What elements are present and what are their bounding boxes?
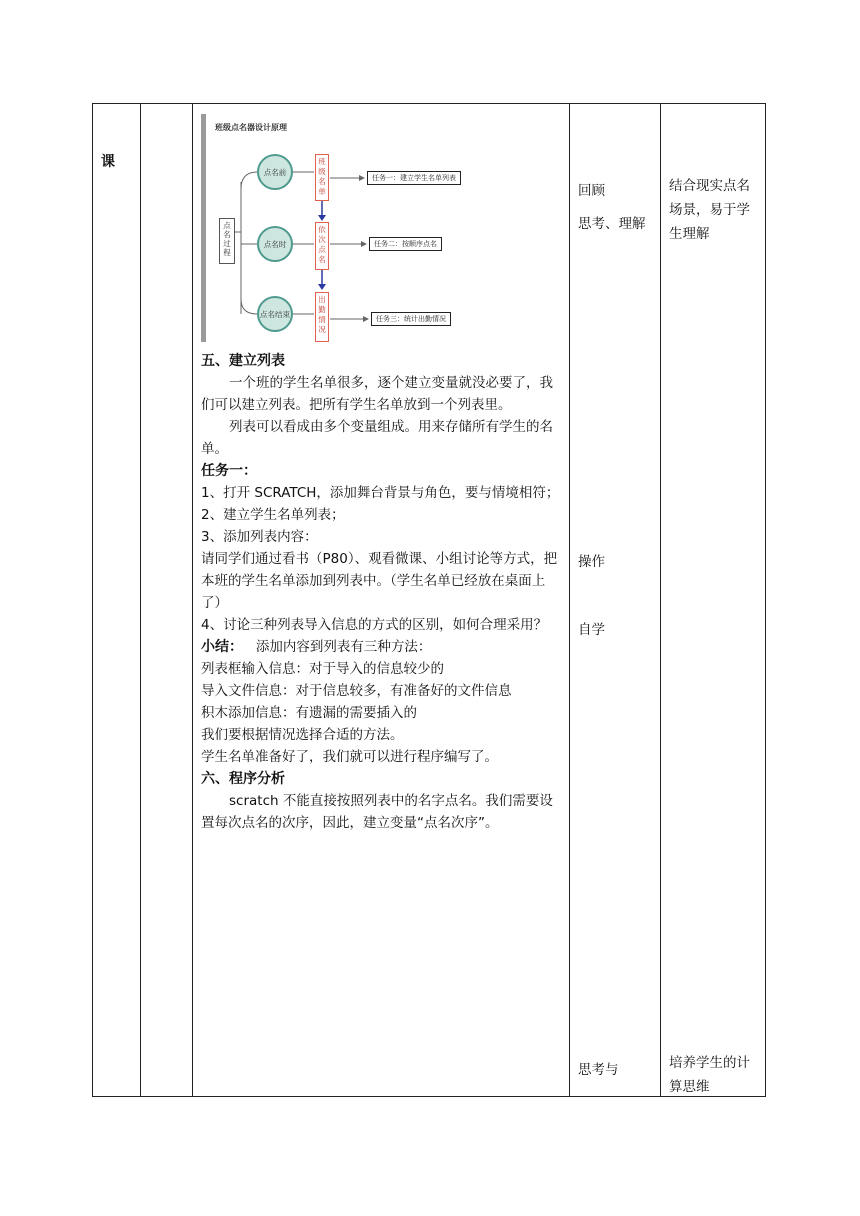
diagram-connectors (201, 114, 561, 344)
summary-label: 小结： (201, 639, 243, 655)
task-step: 4、讨论三种列表导入信息的方式的区别，如何合理采用？ (201, 617, 548, 633)
section5-title: 五、建立列表 (201, 353, 285, 369)
intent-thinking: 培养学生的计算思维 (669, 1055, 750, 1095)
lesson-content (201, 350, 561, 834)
summary-line (201, 636, 561, 658)
stage-roll-call: 依次点名 (315, 222, 329, 270)
method-line: 积木添加信息：有遗漏的需要插入的 (201, 705, 417, 721)
process-box: 点名过程 (219, 218, 235, 264)
stage-attendance: 出勤情况 (315, 292, 329, 342)
column-divider (569, 104, 570, 1096)
activity-think-and: 思考与 (578, 1062, 619, 1078)
column-divider (192, 104, 193, 1096)
task-step-detail: 请同学们通过看书（P80）、观看微课、小组讨论等方式，把本班的学生名单添加到列表中。（学生名单已经放在桌面上了） (201, 551, 558, 611)
task-step: 2、建立学生名单列表； (201, 507, 345, 523)
activity-operate: 操作 (578, 554, 605, 570)
summary-text: 添加内容到列表有三种方法： (255, 639, 432, 655)
task-one-box: 任务一：建立学生名单列表 (367, 171, 461, 185)
task-two-box: 任务二：按顺序点名 (369, 237, 442, 251)
method-line: 列表框输入信息：对于导入的信息较少的 (201, 661, 444, 677)
node-before: 点名前 (257, 154, 293, 190)
stage-label: 课 (101, 154, 115, 170)
activity-review: 回顾 (578, 183, 605, 199)
activity-think: 思考、理解 (578, 216, 646, 232)
task-three-box: 任务三：统计出勤情况 (371, 312, 451, 326)
activity-self-study: 自学 (578, 622, 605, 638)
task1-title: 任务一： (201, 463, 257, 479)
lesson-table (92, 103, 766, 1097)
method-line: 我们要根据情况选择合适的方法。 (201, 727, 404, 743)
roll-call-design-diagram (201, 114, 561, 344)
column-divider (140, 104, 141, 1096)
method-line: 学生名单准备好了，我们就可以进行程序编写了。 (201, 749, 498, 765)
method-line: 导入文件信息：对于信息较多，有准备好的文件信息 (201, 683, 512, 699)
task-step: 1、打开 SCRATCH，添加舞台背景与角色，要与情境相符； (201, 485, 560, 501)
intent-scene: 结合现实点名场景，易于学生理解 (669, 178, 750, 242)
paragraph: 一个班的学生名单很多，逐个建立变量就没必要了，我们可以建立列表。把所有学生名单放到一个列表里。 (201, 375, 553, 413)
node-end: 点名结束 (257, 296, 293, 332)
stage-class-list: 班级名单 (315, 154, 329, 201)
task-step: 3、添加列表内容： (201, 529, 318, 545)
column-divider (660, 104, 661, 1096)
node-during: 点名时 (257, 226, 293, 262)
paragraph: scratch 不能直接按照列表中的名字点名。我们需要设置每次点名的次序，因此，建立变量“点名次序”。 (201, 793, 553, 831)
section6-title: 六、程序分析 (201, 771, 285, 787)
diagram-title: 班级点名器设计原理 (215, 123, 287, 132)
paragraph: 列表可以看成由多个变量组成。用来存储所有学生的名单。 (201, 419, 553, 457)
